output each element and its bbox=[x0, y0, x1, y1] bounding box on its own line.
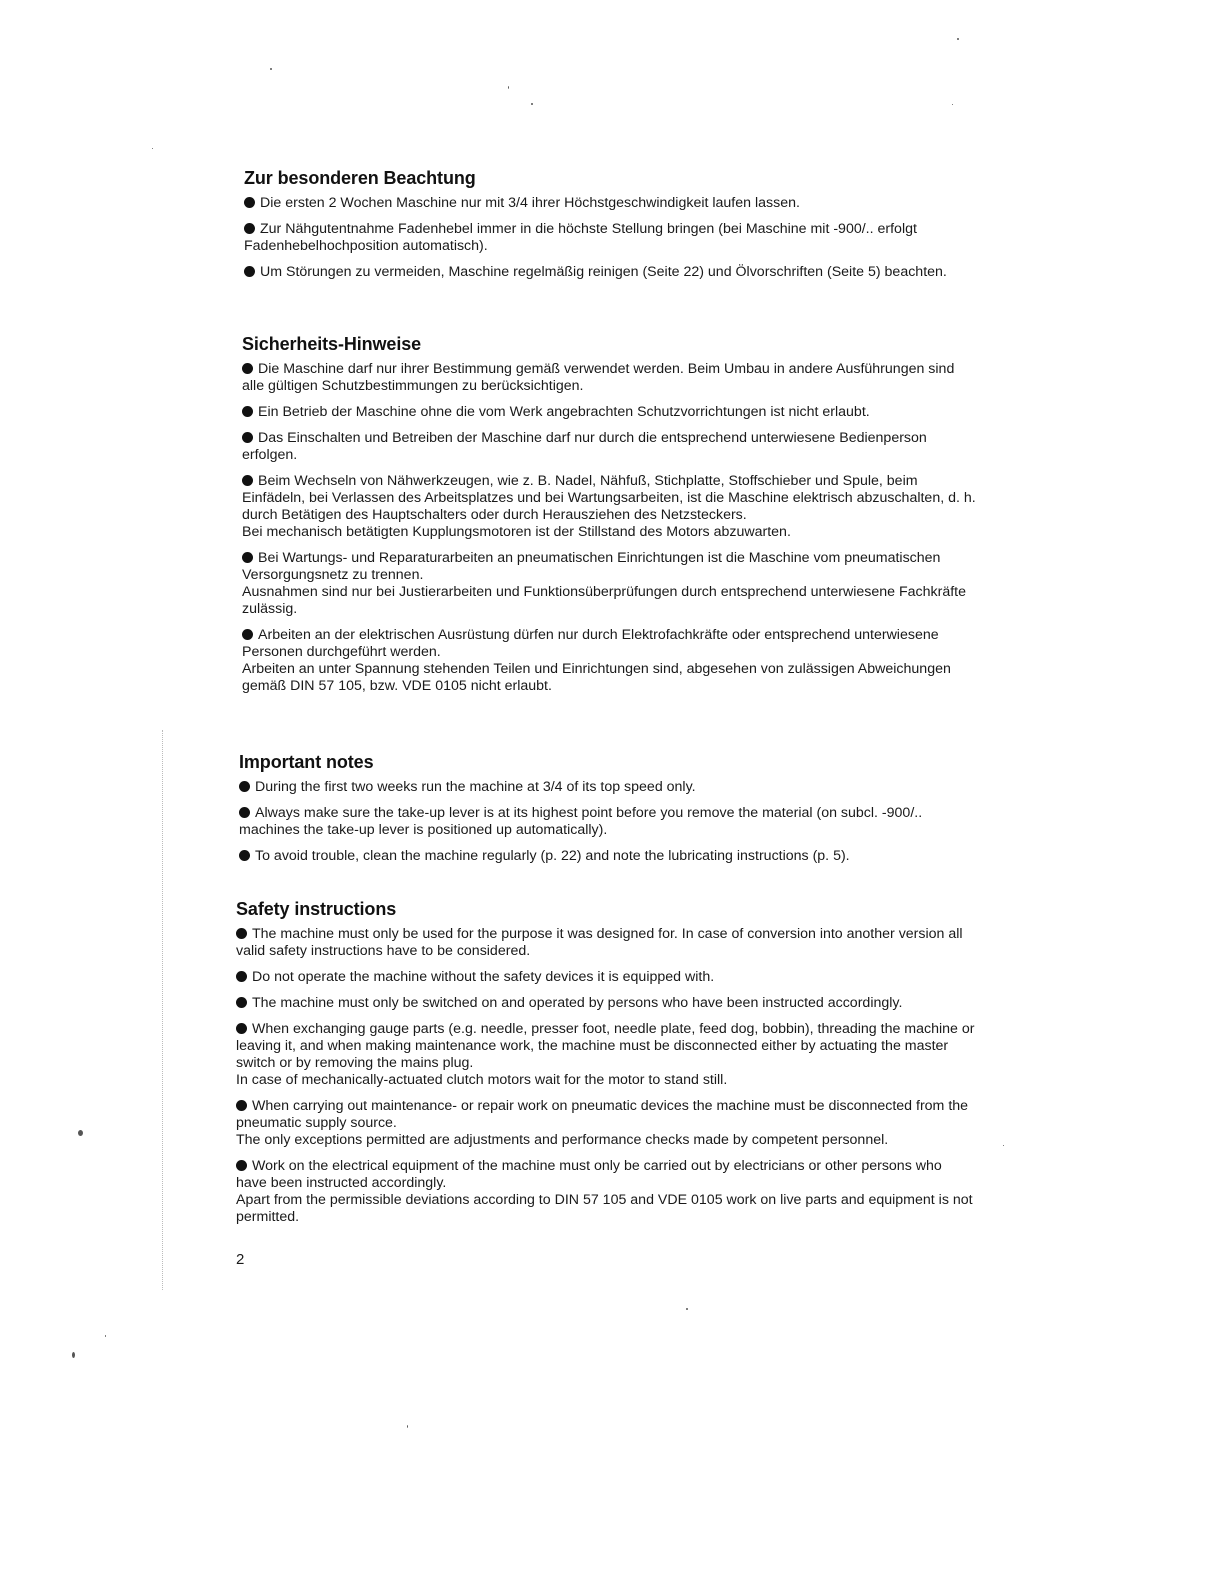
list-item bbox=[244, 264, 980, 281]
scan-speck bbox=[957, 38, 959, 40]
item-text: Work on the electrical equipment of the machine must only be carried out by electricians or other persons who have been instructed accordingly. bbox=[236, 1158, 942, 1191]
list-item bbox=[242, 430, 980, 464]
section-zur-besonderen-beachtung bbox=[244, 168, 980, 290]
scan-speck bbox=[72, 1352, 75, 1358]
list-item bbox=[244, 195, 980, 212]
bullet-icon bbox=[244, 223, 255, 234]
item-text: When exchanging gauge parts (e.g. needle, presser foot, needle plate, feed dog, bobbin), threading the machine or leaving it, and when making maintenance work, the machine must be disconnected either by actuating the master switch or by removing the mains plug. bbox=[236, 1021, 975, 1071]
item-text: When carrying out maintenance- or repair work on pneumatic devices the machine must be disconnected from the pneumatic supply source. bbox=[236, 1098, 969, 1131]
item-text: Beim Wechseln von Nähwerkzeugen, wie z. B. Nadel, Nähfuß, Stichplatte, Stoffschieber und Spule, beim Einfädeln, bei Verlassen des Arbeitsplatzes und bei Wartungsarbeiten, ist die Maschine elektrisch abzuschalten, d. h. durch Betätigen des Hauptschalters oder durch Herausziehen des Netzsteckers. bbox=[242, 473, 976, 523]
section-sicherheits-hinweise bbox=[242, 334, 980, 704]
item-text: Um Störungen zu vermeiden, Maschine regelmäßig reinigen (Seite 22) und Ölvorschriften (Seite 5) beachten. bbox=[260, 264, 947, 280]
scan-speck bbox=[78, 1130, 83, 1136]
item-extra-text: The only exceptions permitted are adjustments and performance checks made by competent personnel. bbox=[236, 1132, 889, 1148]
scan-speck bbox=[270, 68, 272, 70]
section-safety-instructions bbox=[236, 899, 976, 1235]
item-text: Die ersten 2 Wochen Maschine nur mit 3/4 ihrer Höchstgeschwindigkeit laufen lassen. bbox=[260, 195, 800, 211]
bullet-icon bbox=[242, 629, 253, 640]
bullet-icon bbox=[236, 971, 247, 982]
bullet-icon bbox=[236, 1160, 247, 1171]
item-text: Das Einschalten und Betreiben der Maschine darf nur durch die entsprechend unterwiesene Bedienperson erfolgen. bbox=[242, 430, 927, 463]
item-text: The machine must only be switched on and operated by persons who have been instructed accordingly. bbox=[252, 995, 903, 1011]
bullet-icon bbox=[242, 363, 253, 374]
scan-speck bbox=[508, 86, 509, 89]
list-item bbox=[242, 627, 980, 695]
page-number: 2 bbox=[236, 1251, 245, 1268]
list-item bbox=[236, 1098, 976, 1149]
item-extra-text: Bei mechanisch betätigten Kupplungsmotoren ist der Stillstand des Motors abzuwarten. bbox=[242, 524, 791, 540]
item-extra-text: Ausnahmen sind nur bei Justierarbeiten und Funktionsüberprüfungen durch entsprechend unterwiesene Fachkräfte zulässig. bbox=[242, 584, 967, 617]
item-extra-text: Apart from the permissible deviations according to DIN 57 105 and VDE 0105 work on live parts and equipment is not permitted. bbox=[236, 1192, 973, 1225]
list-item bbox=[236, 1158, 976, 1226]
scan-artifact bbox=[162, 730, 164, 1290]
list-item bbox=[242, 473, 980, 541]
section-heading: Important notes bbox=[239, 752, 374, 772]
scan-speck bbox=[1003, 1145, 1004, 1146]
list-item bbox=[239, 848, 977, 865]
item-text: Zur Nähgutentnahme Fadenhebel immer in die höchste Stellung bringen (bei Maschine mit -900/.. erfolgt Fadenhebelhochposition automatisch). bbox=[244, 221, 917, 254]
list-item bbox=[242, 550, 980, 618]
item-extra-text: Arbeiten an unter Spannung stehenden Teilen und Einrichtungen sind, abgesehen von zulässigen Abweichungen gemäß DIN 57 105, bzw. VDE 0105 nicht erlaubt. bbox=[242, 661, 951, 694]
list-item bbox=[236, 926, 976, 960]
list-item bbox=[239, 779, 977, 796]
bullet-icon bbox=[236, 1023, 247, 1034]
list-item bbox=[236, 969, 976, 986]
item-text: The machine must only be used for the purpose it was designed for. In case of conversion into another version all valid safety instructions have to be considered. bbox=[236, 926, 963, 959]
list-item bbox=[242, 404, 980, 421]
scan-speck bbox=[407, 1425, 408, 1428]
bullet-icon bbox=[242, 432, 253, 443]
section-heading: Safety instructions bbox=[236, 899, 397, 919]
list-item bbox=[239, 805, 977, 839]
scan-speck bbox=[952, 104, 953, 105]
scan-speck bbox=[152, 148, 153, 149]
item-text: Ein Betrieb der Maschine ohne die vom Werk angebrachten Schutzvorrichtungen ist nicht erlaubt. bbox=[258, 404, 870, 420]
item-text: Die Maschine darf nur ihrer Bestimmung gemäß verwendet werden. Beim Umbau in andere Ausführungen sind alle gültigen Schutzbestimmungen zu berücksichtigen. bbox=[242, 361, 955, 394]
section-important-notes bbox=[239, 752, 977, 874]
item-text: Arbeiten an der elektrischen Ausrüstung dürfen nur durch Elektrofachkräfte oder entsprechend unterwiesene Personen durchgeführt werden. bbox=[242, 627, 939, 660]
section-heading: Sicherheits-Hinweise bbox=[242, 334, 422, 354]
bullet-icon bbox=[236, 1100, 247, 1111]
item-extra-text: In case of mechanically-actuated clutch motors wait for the motor to stand still. bbox=[236, 1072, 728, 1088]
item-text: Bei Wartungs- und Reparaturarbeiten an pneumatischen Einrichtungen ist die Maschine vom pneumatischen Versorgungsnetz zu trennen. bbox=[242, 550, 941, 583]
list-item bbox=[236, 995, 976, 1012]
item-text: Always make sure the take-up lever is at its highest point before you remove the material (on subcl. -900/.. machines the take-up lever is positioned up automatically). bbox=[239, 805, 923, 838]
bullet-icon bbox=[242, 552, 253, 563]
scan-speck bbox=[105, 1335, 106, 1337]
bullet-icon bbox=[242, 475, 253, 486]
list-item bbox=[244, 221, 980, 255]
scan-speck bbox=[686, 1308, 688, 1310]
scan-speck bbox=[531, 103, 533, 105]
bullet-icon bbox=[242, 406, 253, 417]
bullet-icon bbox=[239, 850, 250, 861]
item-text: During the first two weeks run the machine at 3/4 of its top speed only. bbox=[255, 779, 696, 795]
bullet-icon bbox=[244, 197, 255, 208]
bullet-icon bbox=[244, 266, 255, 277]
bullet-icon bbox=[236, 997, 247, 1008]
list-item bbox=[242, 361, 980, 395]
item-text: To avoid trouble, clean the machine regularly (p. 22) and note the lubricating instructions (p. 5). bbox=[255, 848, 850, 864]
bullet-icon bbox=[239, 807, 250, 818]
list-item bbox=[236, 1021, 976, 1089]
bullet-icon bbox=[236, 928, 247, 939]
item-text: Do not operate the machine without the safety devices it is equipped with. bbox=[252, 969, 715, 985]
section-heading: Zur besonderen Beachtung bbox=[244, 168, 476, 188]
bullet-icon bbox=[239, 781, 250, 792]
